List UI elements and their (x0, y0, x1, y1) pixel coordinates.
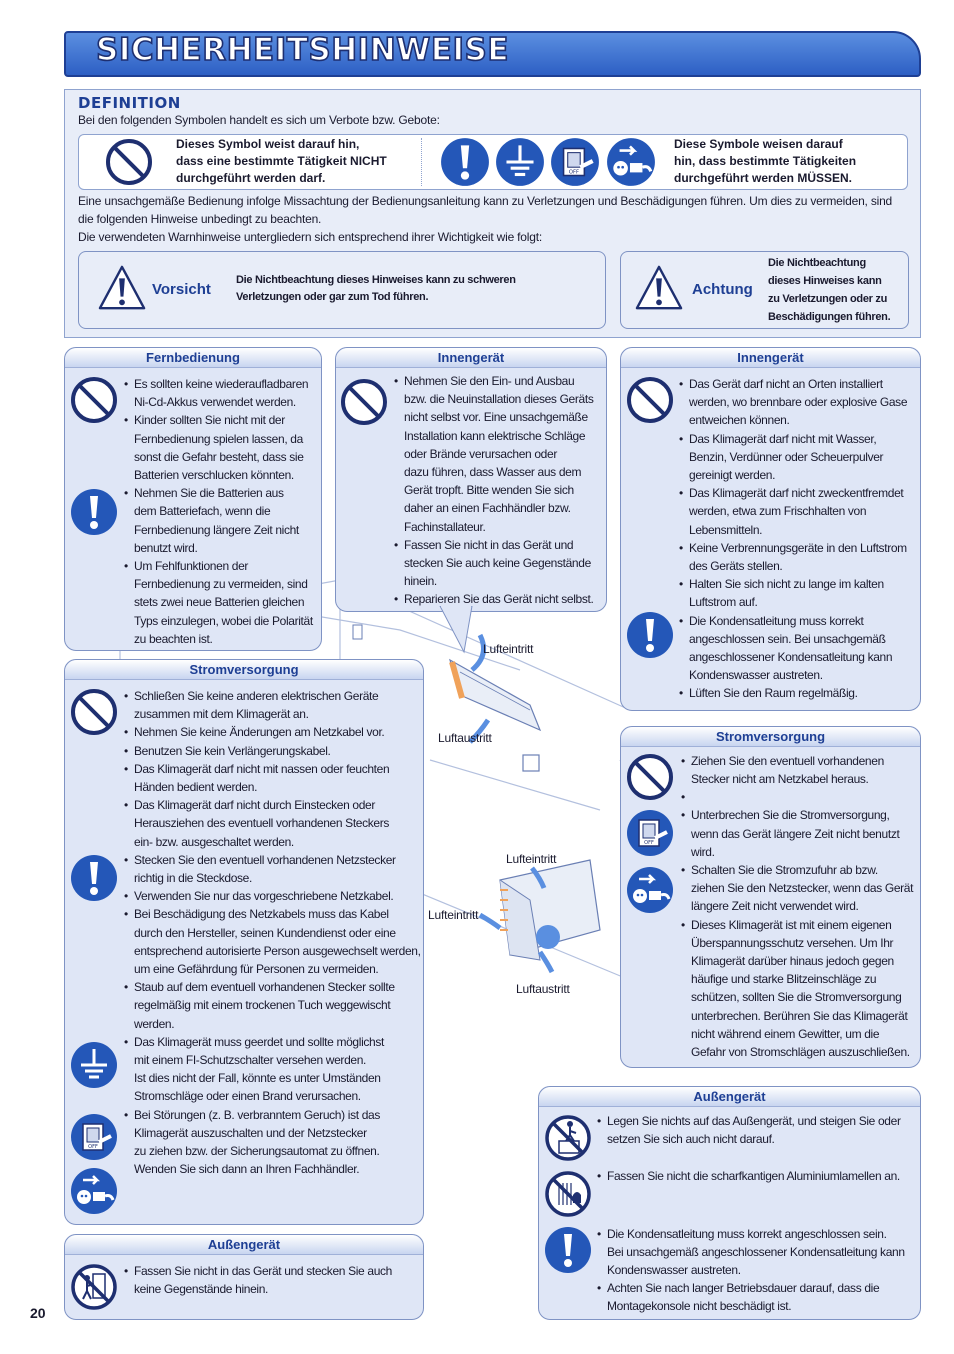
spacer (681, 788, 919, 798)
panel-title: Innengerät (336, 348, 606, 368)
switch-off-icon (625, 808, 675, 858)
achtung-label: Achtung (692, 281, 753, 298)
list-item: • Das Klimagerät darf nicht durch Einstecken oder Herausziehen des eventuell vorhandenen Steckers ein- bzw. ausgeschaltet werden. (124, 796, 422, 851)
warning-triangle-icon (98, 262, 146, 314)
unplug-icon (605, 136, 657, 188)
list-item: • Die Kondensatleitung muss korrekt angeschlossen sein. Bei unsachgemäß angeschlossener Kondensatleitung kann Kondenswasser austreten. (679, 612, 919, 685)
panel-title: Stromversorgung (65, 660, 423, 680)
indoor-outlet-label: Luftaustritt (438, 731, 492, 745)
outdoor-unit (500, 860, 600, 960)
list-item: • Halten Sie sich nicht zu lange im kalten Luftstrom auf. (679, 575, 919, 611)
mandatory-icon (69, 487, 119, 537)
vorsicht-label: Vorsicht (152, 281, 211, 298)
no-touch-inside-icon (69, 1262, 119, 1312)
switch-off-icon (69, 1112, 119, 1162)
list-item: • Staub auf dem eventuell vorhandenen Stecker sollte regelmäßig mit einem trockenen Tuch weggewischt werden. (124, 978, 422, 1033)
prohibit-icon (625, 375, 675, 425)
stromversorgung-left-list (124, 687, 422, 1178)
list-item: • Kinder sollten Sie nicht mit der Fernbedienung spielen lassen, da sonst die Gefahr besteht, dass sie Batterien verschlucken könnten. (124, 411, 319, 484)
panel-title: Stromversorgung (621, 727, 920, 747)
earth-ground-icon (69, 1040, 119, 1090)
definition-intro: Bei den folgenden Symbolen handelt es sich um Verbote bzw. Gebote: (78, 113, 440, 127)
callout-pointer (436, 606, 476, 656)
panel-title: Innengerät (621, 348, 920, 368)
remote-control (353, 625, 362, 639)
no-standing-icon (543, 1113, 593, 1163)
unplug-icon (625, 865, 675, 915)
list-item: • Verwenden Sie nur das vorgeschriebene Netzkabel. (124, 887, 422, 905)
stromversorgung-right-list (681, 752, 919, 1061)
prohibit-icon (104, 137, 154, 187)
list-item: • Keine Verbrennungsgeräte in den Luftstrom des Geräts stellen. (679, 539, 919, 575)
prohibit-icon (625, 752, 675, 802)
page-title: SICHERHEITSHINWEISE (96, 32, 510, 68)
panel-title: Fernbedienung (65, 348, 321, 368)
list-item: • Das Klimagerät darf nicht mit Wasser, Benzin, Verdünner oder Scheuerpulver gereinigt werden. (679, 430, 919, 485)
list-item: • Legen Sie nichts auf das Außengerät, und steigen Sie oder setzen Sie sich auch nicht darauf. (597, 1112, 917, 1148)
list-item: • Nehmen Sie keine Änderungen am Netzkabel vor. (124, 723, 422, 741)
aussengeraet-right-list (597, 1112, 917, 1316)
panel-title: Außengerät (539, 1087, 920, 1107)
warning-triangle-icon (635, 262, 683, 314)
list-item: • Das Klimagerät darf nicht zweckentfremdet werden, etwa zum Frischhalten von Lebensmitteln. (679, 484, 919, 539)
switch-off-icon (549, 136, 601, 188)
mandatory-description: Diese Symbole weisen darauf hin, dass bestimmte Tätigkeiten durchgeführt werden MÜSSEN. (674, 137, 857, 185)
list-item: • Nehmen Sie die Batterien aus dem Batteriefach, wenn die Fernbedienung längere Zeit nicht benutzt wird. (124, 484, 319, 557)
list-item: • Stecken Sie den eventuell vorhandenen Netzstecker richtig in die Steckdose. (124, 851, 422, 887)
fernbedienung-list (124, 375, 319, 648)
innengeraet-right-list (679, 375, 919, 703)
list-item: • Nehmen Sie den Ein- und Ausbau bzw. die Neuinstallation dieses Geräts nicht selbst vor. Eine unsachgemäße Installation kann elektrische Schläge oder Brände verursachen oder dazu führen, dass Wasser aus dem Gerät tropft. Bitte wenden Sie sich daher an einen Fachhändler bzw. Fachinstallateur. (394, 372, 604, 536)
definition-paragraph: Eine unsachgemäße Bedienung infolge Missachtung der Bedienungsanleitung kann zu Verletzungen und Beschädigungen führen. Um dies zu vermeiden, sind die folgenden Hinweise unbedingt zu beachten. Die verwendeten Warnhinweise untergliedern sich entsprechend ihrer Wichtigkeit wie folgt: (78, 194, 893, 244)
list-item: • Benutzen Sie kein Verlängerungskabel. (124, 742, 422, 760)
list-item: • Das Gerät darf nicht an Orten installiert werden, wo brennbare oder explosive Gase entweichen können. (679, 375, 919, 430)
vorsicht-text: Die Nichtbeachtung dieses Hinweises kann zu schweren Verletzungen oder gar zum Tod führen. (236, 274, 516, 303)
prohibit-description: Dieses Symbol weist darauf hin, dass eine bestimmte Tätigkeit NICHT durchgeführt werden darf. (176, 137, 387, 185)
list-item: • Es sollten keine wiederaufladbaren Ni-Cd-Akkus verwendet werden. (124, 375, 319, 411)
prohibit-icon (339, 377, 389, 427)
prohibit-icon (69, 687, 119, 737)
list-item: • Reparieren Sie das Gerät nicht selbst. (394, 590, 604, 608)
list-item: • Fassen Sie nicht die scharfkantigen Aluminiumlamellen an. (597, 1167, 917, 1185)
list-item: • Um Fehlfunktionen der Fernbedienung zu vermeiden, sind stets zwei neue Batterien gleichen Typs einzulegen, wobei die Polarität zu beachten ist. (124, 557, 319, 648)
list-item: • Das Klimagerät muss geerdet und sollte möglichst mit einem FI-Schutzschalter versehen werden. Ist dies nicht der Fall, könnte es unter Umständen Stromschläge oder einen Brand verursachen. (124, 1033, 422, 1106)
mandatory-icon (625, 610, 675, 660)
list-item: • Schalten Sie die Stromzufuhr ab bzw. ziehen Sie den Netzstecker, wenn das Gerät längere Zeit nicht verwendet wird. (681, 861, 919, 916)
list-item: • Bei Störungen (z. B. verbranntem Geruch) ist das Klimagerät auszuschalten und der Netzstecker zu ziehen bzw. der Sicherungsautomat zu öffnen. Wenden Sie sich dann an Ihren Fachhändler. (124, 1106, 422, 1179)
list-item: • Fassen Sie nicht in das Gerät und stecken Sie auch keine Gegenstände hinein. (394, 536, 604, 591)
list-item: • Lüften Sie den Raum regelmäßig. (679, 684, 919, 702)
no-touch-fins-icon (543, 1169, 593, 1219)
outdoor-inlet-top-label: Lufteintritt (506, 852, 557, 866)
indoor-inlet-label: Lufteintritt (483, 642, 534, 656)
outdoor-outlet-label: Luftaustritt (516, 982, 570, 996)
list-item: • Ziehen Sie den eventuell vorhandenen Stecker nicht am Netzkabel heraus. (681, 752, 919, 788)
list-item: • Unterbrechen Sie die Stromversorgung, wenn das Gerät längere Zeit nicht benutzt wird. (681, 806, 919, 861)
wall-switch (523, 755, 539, 771)
list-item: • Die Kondensatleitung muss korrekt angeschlossen sein. Bei unsachgemäß angeschlossener Kondensatleitung kann Kondenswasser austreten. (597, 1225, 917, 1280)
aussengeraet-left-list (124, 1262, 422, 1298)
indoor-unit (450, 660, 540, 730)
innengeraet-left-list (394, 372, 604, 609)
earth-ground-icon (494, 136, 546, 188)
page-number: 20 (30, 1305, 46, 1321)
prohibit-icon (69, 375, 119, 425)
mandatory-icon (543, 1225, 593, 1275)
list-item: • Achten Sie nach langer Betriebsdauer darauf, dass die Montagekonsole nicht beschädigt ist. (597, 1279, 917, 1315)
achtung-text: Die Nichtbeachtung dieses Hinweises kann zu Verletzungen oder zu Beschädigungen führen. (768, 257, 891, 323)
definition-heading: DEFINITION (78, 94, 181, 112)
symbol-divider (421, 138, 422, 186)
unplug-icon (69, 1166, 119, 1216)
list-item: • Schließen Sie keine anderen elektrischen Geräte zusammen mit dem Klimagerät an. (124, 687, 422, 723)
outdoor-inlet-left-label: Lufteintritt (428, 908, 479, 922)
list-item: • Fassen Sie nicht in das Gerät und stecken Sie auch keine Gegenstände hinein. (124, 1262, 422, 1298)
list-item: • Bei Beschädigung des Netzkabels muss das Kabel durch den Hersteller, seinen Kundendienst oder eine entsprechend autorisierte Person ausgewechselt werden, um eine Gefährdung für Personen zu vermeiden. (124, 905, 422, 978)
list-item: • Das Klimagerät darf nicht mit nassen oder feuchten Händen bedient werden. (124, 760, 422, 796)
panel-title: Außengerät (65, 1235, 423, 1255)
mandatory-icon (439, 136, 491, 188)
list-item: • Dieses Klimagerät ist mit einem eigenen Überspannungsschutz versehen. Um Ihr Klimagerät darüber hinaus jedoch gegen häufige und starke Blitzeinschläge zu schützen, sollten Sie die Stromversorgung unterbrechen. Berühren Sie das Klimagerät nicht während einem Gewitter, um die Gefahr von Stromschlägen auszuschließen. (681, 916, 919, 1062)
mandatory-icon (69, 853, 119, 903)
